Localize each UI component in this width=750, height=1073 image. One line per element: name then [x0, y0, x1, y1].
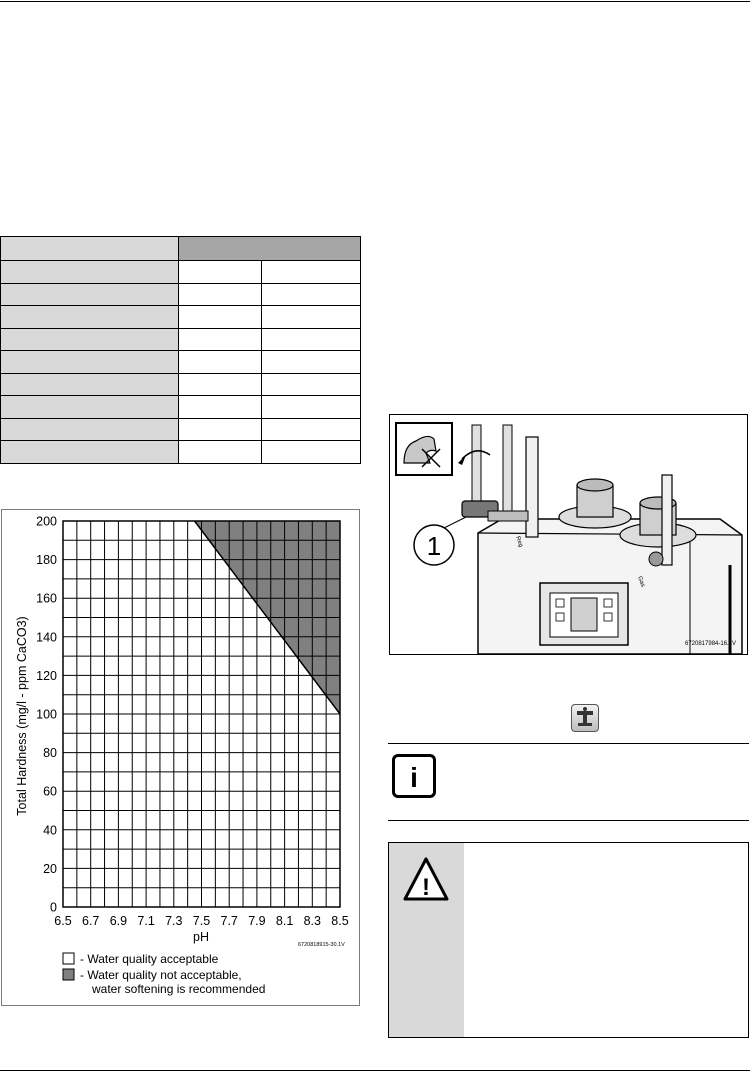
table-header-cell [179, 237, 361, 261]
table-cell [179, 261, 262, 284]
table-cell [262, 261, 361, 284]
x-tick-label: 6.9 [109, 914, 128, 928]
table-row [1, 283, 361, 306]
callout-number: 1 [426, 531, 442, 561]
chart-svg [2, 510, 359, 1005]
chart-grid [63, 521, 340, 907]
x-tick-labels [54, 914, 348, 928]
table-cell [262, 396, 361, 419]
table-row [1, 306, 361, 329]
table-cell [1, 418, 179, 441]
legend-swatch-acceptable [63, 953, 74, 964]
y-tick-label: 120 [36, 668, 57, 683]
warning-icon [389, 843, 464, 913]
x-tick-label: 7.5 [192, 914, 211, 928]
y-tick-label: 200 [36, 514, 57, 529]
table-cell [262, 283, 361, 306]
y-tick-label: 20 [43, 861, 57, 876]
table-row [1, 418, 361, 441]
table-cell [179, 306, 262, 329]
footer-rule [0, 1070, 750, 1071]
header-rule [0, 1, 750, 2]
table-cell [262, 441, 361, 464]
table-cell [179, 396, 262, 419]
table-cell [262, 306, 361, 329]
y-tick-label: 0 [50, 900, 57, 915]
table-row [1, 351, 361, 374]
pipe-label-right: Gas [636, 575, 646, 589]
table-cell [179, 283, 262, 306]
x-tick-label: 8.5 [331, 914, 349, 928]
y-tick-label: 180 [36, 553, 57, 568]
warning-sidebar [389, 843, 464, 1037]
y-axis-label: Total Hardness (mg/l - ppm CaCO3) [15, 616, 29, 816]
table-cell [1, 351, 179, 374]
x-tick-label: 6.7 [82, 914, 100, 928]
x-tick-label: 6.5 [54, 914, 72, 928]
table-cell [1, 306, 179, 329]
x-tick-label: 7.7 [220, 914, 238, 928]
info-glyph [395, 757, 433, 795]
legend-label-acceptable: - Water quality acceptable [80, 952, 219, 966]
photo-figure-code: 6720817984-16.1V [685, 641, 737, 647]
x-tick-label: 7.1 [137, 914, 155, 928]
legend-label-softening: water softening is recommended [92, 982, 266, 996]
boiler-photo [389, 414, 748, 655]
table-cell [262, 418, 361, 441]
table-cell [179, 418, 262, 441]
table-row [1, 328, 361, 351]
table-cell [1, 396, 179, 419]
table-cell [1, 373, 179, 396]
table-cell [1, 328, 179, 351]
table-header-cell [1, 237, 179, 261]
x-tick-label: 7.9 [248, 914, 266, 928]
table-row [1, 441, 361, 464]
table-cell [262, 351, 361, 374]
table-row [1, 373, 361, 396]
table-cell [179, 328, 262, 351]
table-cell [179, 351, 262, 374]
table-cell [1, 283, 179, 306]
water-tap-icon [571, 704, 599, 732]
water-hardness-chart [1, 509, 360, 1006]
table-cell [1, 261, 179, 284]
table-cell [262, 373, 361, 396]
boiler-illustration [390, 415, 747, 654]
table-cell [179, 373, 262, 396]
pipe-label-left: Reg [514, 535, 524, 549]
table-cell [262, 328, 361, 351]
table-row [1, 261, 361, 284]
warning-box [388, 842, 749, 1038]
water-tap-glyph [572, 705, 598, 731]
y-tick-label: 40 [43, 823, 57, 838]
info-bottom-rule [388, 820, 749, 821]
figure-code: 6720818915-30.1V [298, 942, 345, 948]
info-symbol: i [410, 762, 418, 793]
table-cell [1, 441, 179, 464]
info-icon [392, 754, 436, 798]
y-tick-label: 160 [36, 591, 57, 606]
legend-label-not-acceptable: - Water quality not acceptable, [80, 968, 242, 982]
x-tick-label: 7.3 [165, 914, 183, 928]
water-quality-table [0, 236, 361, 464]
x-tick-label: 8.3 [303, 914, 321, 928]
y-tick-label: 80 [43, 746, 57, 761]
y-tick-label: 140 [36, 630, 57, 645]
x-axis-label: pH [193, 930, 209, 944]
y-tick-label: 60 [43, 784, 57, 799]
legend-swatch-not-acceptable [63, 969, 74, 980]
y-tick-labels [36, 515, 57, 915]
table-header-row [1, 237, 361, 261]
table-cell [179, 441, 262, 464]
x-tick-label: 8.1 [275, 914, 294, 928]
y-tick-label: 100 [36, 707, 57, 722]
info-top-rule [388, 743, 749, 744]
warning-symbol: ! [422, 874, 430, 901]
table-row [1, 396, 361, 419]
